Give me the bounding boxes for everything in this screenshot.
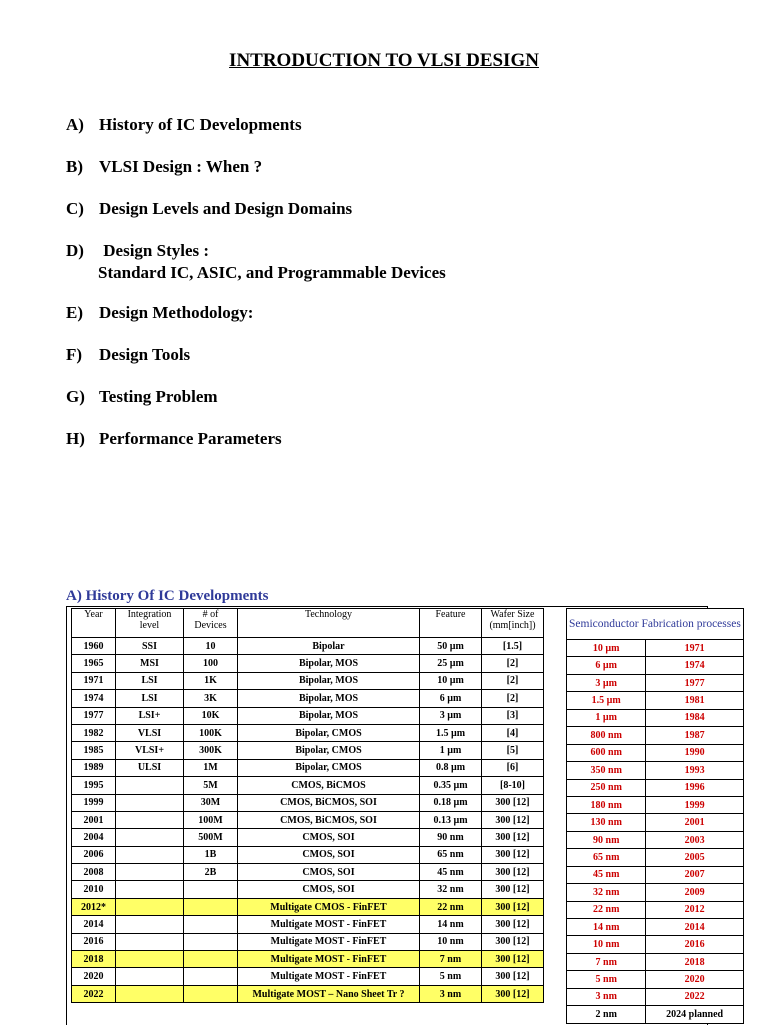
table-cell: 300 [12] [482, 985, 544, 1002]
fab-row [567, 674, 744, 691]
fab-year-cell: 1993 [646, 762, 743, 779]
fab-row [567, 1006, 744, 1023]
table-cell: 32 nm [420, 881, 482, 898]
fab-year-cell: 2020 [646, 971, 743, 988]
fab-row [567, 831, 744, 848]
outline-item [66, 302, 706, 344]
table-cell: 22 nm [420, 898, 482, 915]
table-cell: 7 nm [420, 951, 482, 968]
fab-row [567, 953, 744, 970]
table-row [72, 951, 544, 968]
table-cell: 1971 [72, 672, 116, 689]
table-cell: 65 nm [420, 846, 482, 863]
table-cell: 300 [12] [482, 968, 544, 985]
table-cell [116, 777, 184, 794]
table-cell: 1M [184, 759, 238, 776]
table-cell: 2010 [72, 881, 116, 898]
fab-row [567, 849, 744, 866]
fab-row [567, 936, 744, 953]
table-cell: 300 [12] [482, 794, 544, 811]
table-cell: 300 [12] [482, 864, 544, 881]
table-row [72, 933, 544, 950]
table-cell: 14 nm [420, 916, 482, 933]
table-cell: 500M [184, 829, 238, 846]
fab-year-cell: 1999 [646, 796, 743, 813]
table-cell: 300 [12] [482, 811, 544, 828]
table-cell: CMOS, SOI [238, 829, 420, 846]
section-title: A) History Of IC Developments [66, 588, 269, 604]
outline-line: Design Tools [99, 345, 191, 364]
fab-year-cell: 2005 [646, 849, 743, 866]
fab-process-cell: 1.5 µm [567, 692, 646, 709]
table-cell [116, 933, 184, 950]
table-cell: 45 nm [420, 864, 482, 881]
table-cell: 100M [184, 811, 238, 828]
fab-year-cell: 2003 [646, 831, 743, 848]
table-cell: 1960 [72, 638, 116, 655]
outline-letter: H) [66, 429, 85, 448]
column-header: Integration level [116, 609, 184, 638]
table-cell: 100 [184, 655, 238, 672]
table-cell: 0.8 µm [420, 759, 482, 776]
table-cell: 1 µm [420, 742, 482, 759]
table-cell: Multigate CMOS - FinFET [238, 898, 420, 915]
fab-row [567, 779, 744, 796]
fab-row [567, 727, 744, 744]
outline-text [99, 114, 706, 156]
fab-row [567, 971, 744, 988]
table-row [72, 794, 544, 811]
outline-text [99, 386, 706, 428]
table-cell: [6] [482, 759, 544, 776]
outline-item [66, 428, 706, 470]
outline-letter: F) [66, 345, 83, 364]
table-cell: 300 [12] [482, 933, 544, 950]
table-cell: 1985 [72, 742, 116, 759]
outline-list [66, 114, 706, 470]
outline-item [66, 156, 706, 198]
table-cell: SSI [116, 638, 184, 655]
table-cell [184, 985, 238, 1002]
outline-letter: A) [66, 115, 84, 134]
page-title: INTRODUCTION TO VLSI DESIGN [229, 50, 539, 71]
fab-row [567, 657, 744, 674]
table-row [72, 672, 544, 689]
fab-process-cell: 800 nm [567, 727, 646, 744]
table-cell: 10 [184, 638, 238, 655]
table-cell: Bipolar, MOS [238, 672, 420, 689]
fab-process-cell: 5 nm [567, 971, 646, 988]
table-cell: 0.18 µm [420, 794, 482, 811]
table-cell: LSI [116, 690, 184, 707]
column-header: Wafer Size (mm[inch]) [482, 609, 544, 638]
outline-line: Design Methodology: [99, 303, 254, 322]
outline-text [99, 344, 706, 386]
table-cell: VLSI [116, 724, 184, 741]
fab-row [567, 919, 744, 936]
table-cell: 5M [184, 777, 238, 794]
table-cell: Bipolar, CMOS [238, 742, 420, 759]
table-cell [116, 881, 184, 898]
table-cell: LSI+ [116, 707, 184, 724]
table-row [72, 829, 544, 846]
outline-line: VLSI Design : When ? [99, 157, 263, 176]
outline-text [99, 302, 706, 344]
fab-process-cell: 2 nm [567, 1006, 646, 1023]
table-row [72, 759, 544, 776]
table-cell: 300 [12] [482, 829, 544, 846]
table-cell: 2006 [72, 846, 116, 863]
fab-process-cell: 130 nm [567, 814, 646, 831]
table-cell: MSI [116, 655, 184, 672]
fab-process-cell: 22 nm [567, 901, 646, 918]
table-row [72, 777, 544, 794]
outline-line: Design Levels and Design Domains [99, 199, 353, 218]
table-row [72, 846, 544, 863]
table-cell: 10 nm [420, 933, 482, 950]
fab-year-cell: 1984 [646, 709, 743, 726]
column-header: # of Devices [184, 609, 238, 638]
table-cell: 3K [184, 690, 238, 707]
table-cell: 5 nm [420, 968, 482, 985]
fab-year-cell: 2009 [646, 884, 743, 901]
fab-process-cell: 3 µm [567, 674, 646, 691]
table-row [72, 864, 544, 881]
table-cell [184, 968, 238, 985]
table-cell: VLSI+ [116, 742, 184, 759]
table-cell [116, 846, 184, 863]
table-cell [184, 933, 238, 950]
table-cell [116, 985, 184, 1002]
outline-item [66, 198, 706, 240]
outline-item [66, 240, 706, 302]
fab-process-cell: 1 µm [567, 709, 646, 726]
outline-line: Performance Parameters [99, 429, 282, 448]
fab-process-cell: 10 nm [567, 936, 646, 953]
fab-row [567, 866, 744, 883]
table-cell: 1K [184, 672, 238, 689]
outline-letter: C) [66, 199, 84, 218]
table-row [72, 968, 544, 985]
table-cell: 30M [184, 794, 238, 811]
table-cell: [8-10] [482, 777, 544, 794]
table-cell: CMOS, BiCMOS [238, 777, 420, 794]
table-cell: 3 µm [420, 707, 482, 724]
outline-letter: D) [66, 241, 84, 260]
table-cell: Multigate MOST - FinFET [238, 951, 420, 968]
fab-row [567, 762, 744, 779]
fab-process-cell: 600 nm [567, 744, 646, 761]
table-cell: [2] [482, 690, 544, 707]
fab-year-cell: 2007 [646, 866, 743, 883]
fab-process-cell: 6 µm [567, 657, 646, 674]
table-cell: 1977 [72, 707, 116, 724]
table-cell: [1.5] [482, 638, 544, 655]
table-cell [116, 794, 184, 811]
fab-row [567, 814, 744, 831]
table-row [72, 916, 544, 933]
fab-year-cell: 1981 [646, 692, 743, 709]
fab-year-cell: 1996 [646, 779, 743, 796]
fab-year-cell: 2001 [646, 814, 743, 831]
fab-row [567, 744, 744, 761]
outline-item [66, 344, 706, 386]
fab-row [567, 640, 744, 657]
fab-process-cell: 3 nm [567, 988, 646, 1005]
table-cell: 2B [184, 864, 238, 881]
table-cell: 1B [184, 846, 238, 863]
outline-line: Testing Problem [99, 387, 218, 406]
fab-process-cell: 65 nm [567, 849, 646, 866]
fab-year-cell: 1987 [646, 727, 743, 744]
table-cell: 1974 [72, 690, 116, 707]
table-cell [116, 951, 184, 968]
fab-process-cell: 45 nm [567, 866, 646, 883]
table-cell: CMOS, SOI [238, 846, 420, 863]
table-cell: 300 [12] [482, 898, 544, 915]
fab-year-cell: 2018 [646, 953, 743, 970]
table-cell: 25 µm [420, 655, 482, 672]
fab-row [567, 796, 744, 813]
table-row [72, 742, 544, 759]
fab-year-cell: 1977 [646, 674, 743, 691]
outline-text [99, 156, 706, 198]
fab-year-cell: 1974 [646, 657, 743, 674]
table-cell: 6 µm [420, 690, 482, 707]
fab-process-cell: 7 nm [567, 953, 646, 970]
table-cell: Bipolar [238, 638, 420, 655]
table-cell: Bipolar, CMOS [238, 724, 420, 741]
table-row [72, 638, 544, 655]
table-cell: ULSI [116, 759, 184, 776]
table-cell [184, 951, 238, 968]
table-cell: 1.5 µm [420, 724, 482, 741]
outline-item [66, 386, 706, 428]
table-cell: Multigate MOST - FinFET [238, 933, 420, 950]
fab-process-cell: 90 nm [567, 831, 646, 848]
fab-year-cell: 1971 [646, 640, 743, 657]
fab-year-cell: 2016 [646, 936, 743, 953]
table-cell [116, 864, 184, 881]
fab-process-cell: 350 nm [567, 762, 646, 779]
column-header: Technology [238, 609, 420, 638]
table-cell: 3 nm [420, 985, 482, 1002]
outline-text [99, 198, 706, 240]
table-cell: 90 nm [420, 829, 482, 846]
table-cell: 300K [184, 742, 238, 759]
table-cell: 1995 [72, 777, 116, 794]
table-cell: CMOS, BiCMOS, SOI [238, 794, 420, 811]
fab-process-cell: 14 nm [567, 919, 646, 936]
outline-letter: E) [66, 303, 83, 322]
fab-process-cell: 10 µm [567, 640, 646, 657]
fab-row [567, 884, 744, 901]
table-cell: 2016 [72, 933, 116, 950]
table-cell: 2014 [72, 916, 116, 933]
table-cell: CMOS, SOI [238, 881, 420, 898]
table-cell: LSI [116, 672, 184, 689]
table-cell: Bipolar, MOS [238, 655, 420, 672]
column-header: Feature [420, 609, 482, 638]
table-cell: [4] [482, 724, 544, 741]
table-cell [116, 898, 184, 915]
fab-row [567, 709, 744, 726]
outline-letter: B) [66, 157, 83, 176]
table-cell: Bipolar, MOS [238, 707, 420, 724]
outline-line: Standard IC, ASIC, and Programmable Devices [98, 263, 446, 282]
outline-text [99, 428, 706, 470]
table-cell: [2] [482, 672, 544, 689]
table-cell: 2022 [72, 985, 116, 1002]
table-row [72, 898, 544, 915]
fab-process-cell: 32 nm [567, 884, 646, 901]
table-cell: 100K [184, 724, 238, 741]
table-cell: Multigate MOST – Nano Sheet Tr ? [238, 985, 420, 1002]
fabrication-process-table [566, 608, 744, 1024]
table-cell [116, 811, 184, 828]
table-cell: [3] [482, 707, 544, 724]
fab-row [567, 901, 744, 918]
table-cell: 10K [184, 707, 238, 724]
table-cell: 300 [12] [482, 951, 544, 968]
table-cell: 50 µm [420, 638, 482, 655]
table-cell [116, 916, 184, 933]
fab-row [567, 692, 744, 709]
table-row [72, 881, 544, 898]
table-cell: Multigate MOST - FinFET [238, 968, 420, 985]
table-cell: 1989 [72, 759, 116, 776]
fab-year-cell: 2024 planned [646, 1006, 743, 1023]
table-cell: 300 [12] [482, 881, 544, 898]
table-cell: 0.35 µm [420, 777, 482, 794]
column-header: Year [72, 609, 116, 638]
fab-table-header: Semiconductor Fabrication processes [567, 609, 744, 640]
fab-year-cell: 1990 [646, 744, 743, 761]
table-cell: 300 [12] [482, 916, 544, 933]
table-row [72, 655, 544, 672]
outline-line: History of IC Developments [99, 115, 302, 134]
table-cell: 2008 [72, 864, 116, 881]
table-cell [184, 898, 238, 915]
table-cell: Multigate MOST - FinFET [238, 916, 420, 933]
outline-letter: G) [66, 387, 85, 406]
table-cell: CMOS, SOI [238, 864, 420, 881]
fab-row [567, 988, 744, 1005]
ic-history-table [71, 608, 544, 1003]
table-cell: CMOS, BiCMOS, SOI [238, 811, 420, 828]
outline-text [99, 240, 706, 302]
table-cell: 1965 [72, 655, 116, 672]
table-cell: 2020 [72, 968, 116, 985]
table-row [72, 690, 544, 707]
table-cell: 300 [12] [482, 846, 544, 863]
table-cell: [5] [482, 742, 544, 759]
table-cell: 1982 [72, 724, 116, 741]
table-row [72, 707, 544, 724]
table-cell [184, 916, 238, 933]
table-cell [116, 829, 184, 846]
table-cell [184, 881, 238, 898]
table-cell: 2018 [72, 951, 116, 968]
table-cell: 1999 [72, 794, 116, 811]
fab-process-cell: 180 nm [567, 796, 646, 813]
fab-year-cell: 2014 [646, 919, 743, 936]
table-cell: 2001 [72, 811, 116, 828]
table-cell [116, 968, 184, 985]
outline-item [66, 114, 706, 156]
table-row [72, 985, 544, 1002]
table-cell: Bipolar, CMOS [238, 759, 420, 776]
fab-year-cell: 2022 [646, 988, 743, 1005]
table-cell: 10 µm [420, 672, 482, 689]
table-cell: [2] [482, 655, 544, 672]
fab-year-cell: 2012 [646, 901, 743, 918]
outline-line: Design Styles : [99, 241, 210, 260]
table-cell: 2012* [72, 898, 116, 915]
table-cell: Bipolar, MOS [238, 690, 420, 707]
table-row [72, 724, 544, 741]
table-row [72, 811, 544, 828]
fab-process-cell: 250 nm [567, 779, 646, 796]
table-cell: 0.13 µm [420, 811, 482, 828]
table-cell: 2004 [72, 829, 116, 846]
